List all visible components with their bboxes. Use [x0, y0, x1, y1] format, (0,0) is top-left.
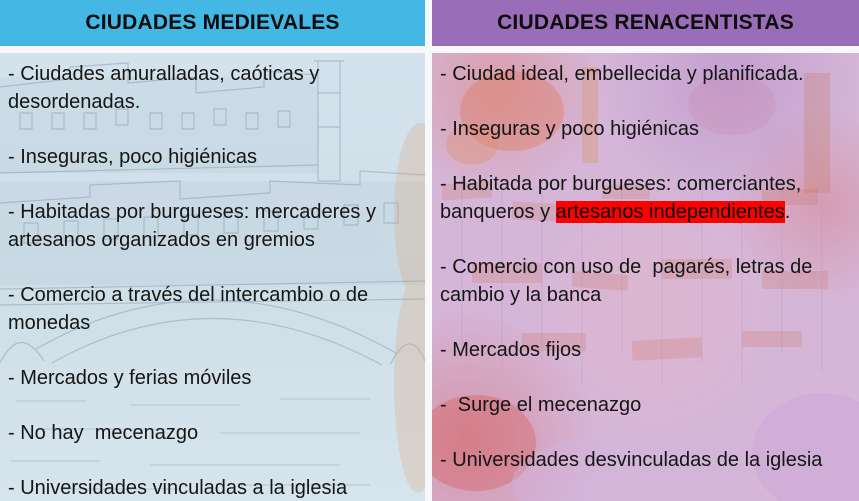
renaissance-header-title: CIUDADES RENACENTISTAS	[497, 11, 794, 34]
renaissance-item-1: - Ciudad ideal, embellecida y planificada.	[440, 63, 804, 85]
renaissance-item-7: - Universidades desvinculadas de la iglesia	[440, 449, 823, 471]
medieval-item-3: - Habitadas por burgueses: mercaderes y artesanos organizados en gremios	[8, 201, 382, 251]
item-text-before-highlight: - Habitada por burgueses: comerciantes, banqueros y	[440, 173, 807, 223]
column-divider	[425, 0, 432, 501]
medieval-item-4: - Comercio a través del intercambio o de monedas	[8, 284, 374, 334]
medieval-item-5: - Mercados y ferias móviles	[8, 367, 252, 389]
item-text-after-highlight: .	[784, 201, 791, 223]
medieval-header	[0, 0, 425, 46]
medieval-header-title: CIUDADES MEDIEVALES	[85, 11, 340, 34]
renaissance-item-6: - Surge el mecenazgo	[440, 394, 642, 416]
medieval-body	[0, 53, 425, 501]
renaissance-item-2: - Inseguras y poco higiénicas	[440, 118, 700, 140]
medieval-item-6: - No hay mecenazgo	[8, 422, 199, 444]
renaissance-item-3	[440, 170, 851, 226]
medieval-item-2: - Inseguras, poco higiénicas	[8, 146, 258, 168]
renaissance-item-5: - Mercados fijos	[440, 339, 582, 361]
renaissance-item-list	[432, 53, 859, 474]
renaissance-item-4: - Comercio con uso de pagarés, letras de cambio y la banca	[440, 256, 818, 306]
medieval-column	[0, 0, 425, 501]
header-separator	[0, 46, 425, 53]
medieval-item-1: - Ciudades amuralladas, caóticas y desordenadas.	[8, 63, 325, 113]
highlighted-text: artesanos independientes	[555, 201, 785, 223]
medieval-item-7: - Universidades vinculadas a la iglesia	[8, 477, 348, 499]
renaissance-header	[432, 0, 859, 46]
medieval-item-list	[0, 53, 425, 501]
renaissance-column	[432, 0, 859, 501]
header-separator	[432, 46, 859, 53]
renaissance-body	[432, 53, 859, 501]
